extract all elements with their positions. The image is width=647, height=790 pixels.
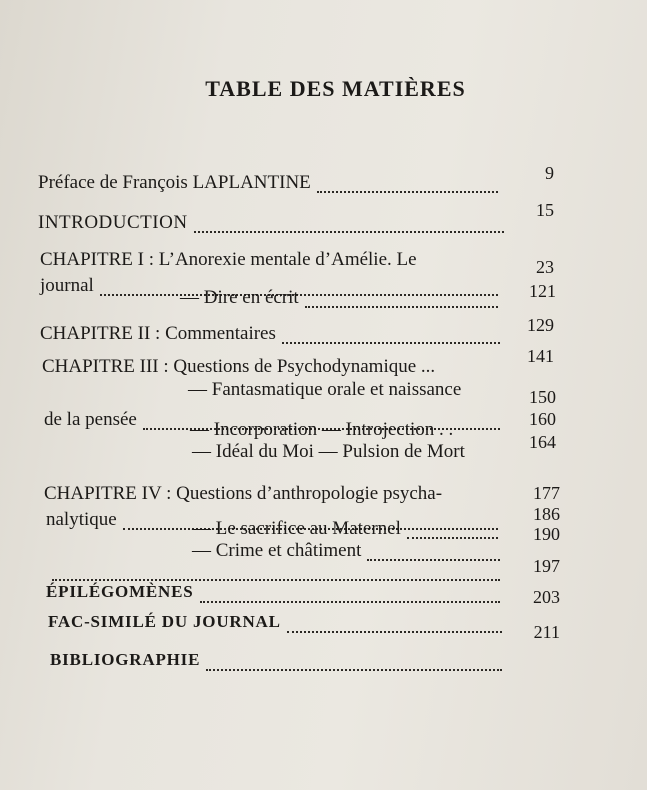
toc-page-number: 186 bbox=[533, 504, 560, 524]
toc-entry-text: ÉPILÉGOMÈNES bbox=[46, 582, 194, 601]
leader-dots bbox=[282, 338, 500, 344]
toc-entry-text: CHAPITRE II : Commentaires bbox=[40, 323, 276, 344]
toc-entry-text: — Incorporation — Introjection . . bbox=[190, 419, 454, 440]
toc-entry-dire-en-ecrit bbox=[180, 287, 504, 311]
toc-entry-incorporation bbox=[190, 419, 453, 443]
toc-entry-text: BIBLIOGRAPHIE bbox=[50, 650, 201, 669]
toc-page-number: 150 bbox=[529, 387, 556, 407]
toc-entry-text: INTRODUCTION bbox=[38, 212, 188, 233]
toc-entry-text: — Dire en écrit bbox=[180, 287, 299, 308]
toc-page-number: 164 bbox=[529, 432, 556, 452]
leader-dots bbox=[206, 665, 502, 671]
toc-entry-introduction bbox=[38, 212, 510, 236]
leader-dots bbox=[194, 227, 504, 233]
toc-entry-preface bbox=[38, 172, 504, 196]
toc-entry-text: FAC-SIMILÉ DU JOURNAL bbox=[48, 612, 281, 631]
toc-entry-sacrifice bbox=[192, 518, 504, 542]
toc-page-number: 121 bbox=[529, 281, 556, 301]
toc-page-number: 23 bbox=[536, 257, 554, 277]
toc-page-number: 197 bbox=[533, 556, 560, 576]
leader-dots bbox=[287, 627, 502, 633]
toc-page-number: 15 bbox=[536, 200, 554, 220]
leader-dots bbox=[52, 575, 500, 581]
toc-entry-unlabeled bbox=[46, 560, 506, 584]
leader-dots bbox=[317, 187, 498, 193]
toc-page-number: 211 bbox=[533, 622, 560, 642]
toc-entry-ideal-du-moi bbox=[192, 441, 465, 465]
toc-entry-text: CHAPITRE I : L’Anorexie mentale d’Amélie. Le bbox=[40, 249, 417, 270]
toc-page-number: 9 bbox=[545, 163, 554, 183]
toc-page-number: 203 bbox=[533, 587, 560, 607]
toc-entry-chapter-2 bbox=[40, 323, 506, 347]
toc-page-number: 190 bbox=[533, 524, 560, 544]
toc-page-number: 141 bbox=[527, 346, 554, 366]
toc-entry-text: — Fantasmatique orale et naissance bbox=[188, 379, 462, 400]
toc-entry-text: CHAPITRE IV : Questions d’anthropologie psycha- bbox=[44, 483, 443, 504]
leader-dots bbox=[200, 597, 500, 603]
toc-entry-bibliographie bbox=[50, 650, 508, 674]
toc-entry-text: — Crime et châtiment bbox=[192, 540, 362, 561]
toc-entry-text: — Idéal du Moi — Pulsion de Mort bbox=[192, 441, 465, 462]
page-title: TABLE DES MATIÈRES bbox=[205, 76, 466, 101]
toc-entry-text: nalytique bbox=[46, 509, 117, 530]
toc-entry-chapter-4 bbox=[44, 483, 442, 507]
toc-page-number: 160 bbox=[529, 409, 556, 429]
toc-entry-text: de la pensée bbox=[44, 409, 137, 430]
toc-entry-text: — Le sacrifice au Maternel bbox=[192, 518, 401, 539]
toc-entry-fac-simile bbox=[48, 612, 508, 636]
toc-entry-text: Préface de François LAPLANTINE bbox=[38, 172, 311, 193]
toc-entry-text: CHAPITRE III : Questions de Psychodynamique ... bbox=[42, 356, 436, 377]
toc-entry-fantasmatique bbox=[188, 379, 461, 403]
toc-entry-epilegomenes bbox=[46, 582, 506, 606]
toc-entry-chapter-1 bbox=[40, 249, 417, 273]
leader-dots bbox=[407, 533, 498, 539]
toc-entry-text: journal bbox=[40, 275, 94, 296]
toc-page-number: 177 bbox=[533, 483, 560, 503]
leader-dots bbox=[305, 302, 498, 308]
toc-page-number: 129 bbox=[527, 315, 554, 335]
toc-entry-chapter-3 bbox=[42, 356, 435, 380]
